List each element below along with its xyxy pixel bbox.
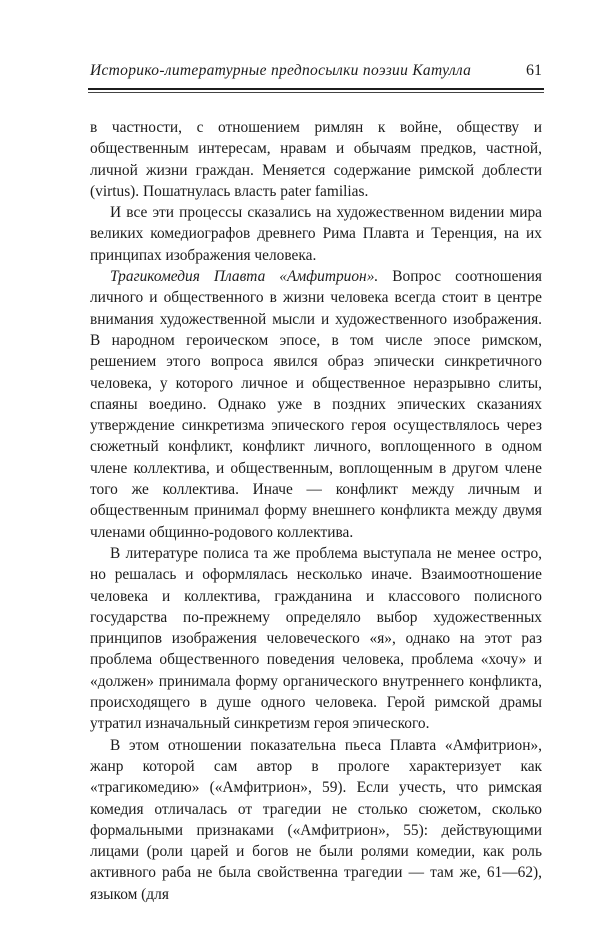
- body-text: [90, 117, 542, 905]
- paragraph-text: Вопрос соотношения личного и общественного в жизни человека всегда стоит в центре внимания художественной мысли и художественного изображения. В народном героическом эпосе, в том числе эпосе римском, решением этого вопроса явился образ эпически синкретичного человека, у которого личное и общественное неразрывно слиты, спаяны воедино. Однако уже в поздних эпических сказаниях утверждение синкретизма эпического героя осуществлялось через сюжетный конфликт, конфликт личного, воплощенного в одном члене коллектива, и общественным, воплощенным в другом члене того же коллектива. Иначе — конфликт между личным и общественным принимал форму внешнего конфликта между двумя членами общинно-родового коллектива.: [90, 268, 542, 541]
- paragraph: [90, 735, 542, 905]
- paragraph-text: В этом отношении показательна пьеса Плавта «Амфитрион», жанр которой сам автор в прологе характеризует как «трагикомедию» («Амфитрион», 59). Если учесть, что римская комедия отличалась от трагедии не столько сюжетом, сколько формальными признаками («Амфитрион», 55): действующими лицами (роли царей и богов не были ролями комедии, как роль активного раба не была свойственна трагедии — там же, 61—62), языком (для: [90, 736, 542, 903]
- running-head: [90, 60, 542, 84]
- page-number: 61: [526, 62, 542, 79]
- header-rule-thin: [88, 92, 544, 93]
- paragraph-with-heading: [90, 266, 542, 543]
- paragraph-text: И все эти процессы сказались на художественном видении мира великих комедиографов древнего Рима Плавта и Теренция, на их принципах изображения человека.: [90, 204, 542, 264]
- running-title: Историко-литературные предпосылки поэзии Катулла: [90, 62, 472, 79]
- paragraph-text: В литературе полиса та же проблема выступала не менее остро, но решалась и оформлялась несколько иначе. Взаимоотношение человека и коллектива, гражданина и классового полисного государства по-прежнему определяло выбор художественных принципов изображения человеческого «я», однако на этот раз проблема общественного поведения человека, проблема «хочу» и «должен» принимала форму органического внутреннего конфликта, происходящего в душе одного человека. Герой римской драмы утратил изначальный синкретизм героя эпического.: [90, 544, 542, 733]
- paragraph-text: в частности, с отношением римлян к войне, обществу и общественным интересам, нравам и обычаям предков, частной, личной жизни граждан. Меняется содержание римской доблести (virtus). Пошатнулась власть pater familias.: [90, 119, 542, 200]
- paragraph: [90, 202, 542, 266]
- paragraph: [90, 543, 542, 735]
- paragraph-continued: [90, 117, 542, 202]
- section-heading: Трагикомедия Плавта «Амфитрион».: [110, 268, 379, 286]
- header-rule: [88, 88, 544, 90]
